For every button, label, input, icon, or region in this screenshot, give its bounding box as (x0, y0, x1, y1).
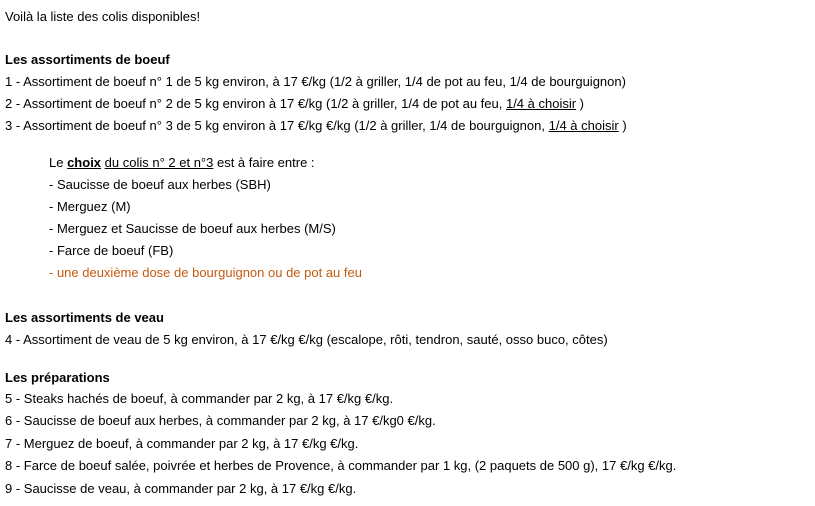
choice-colis: du colis n° 2 et n°3 (104, 155, 214, 170)
prep-item-8: 8 - Farce de boeuf salée, poivrée et herbes de Provence, à commander par 1 kg, (2 paquets de 500 g), 17 €/kg €/kg. (5, 458, 677, 473)
choice-keyword: choix (67, 155, 102, 170)
beef-item-3-choice: 1/4 à choisir (548, 118, 619, 133)
veal-item-4: 4 - Assortiment de veau de 5 kg environ, à 17 €/kg €/kg (escalope, rôti, tendron, sauté, osso buco, côtes) (5, 332, 608, 347)
choice-pre: Le (49, 155, 68, 170)
prep-item-6: 6 - Saucisse de boeuf aux herbes, à commander par 2 kg, à 17 €/kg0 €/kg. (5, 413, 436, 428)
beef-item-2-tail: ) (576, 96, 585, 111)
beef-item-1: 1 - Assortiment de boeuf n° 1 de 5 kg environ, à 17 €/kg (1/2 à griller, 1/4 de pot au feu, 1/4 de bourguignon) (5, 74, 626, 89)
prep-item-7: 7 - Merguez de boeuf, à commander par 2 kg, à 17 €/kg €/kg. (5, 436, 359, 451)
beef-item-2-text: 2 - Assortiment de boeuf n° 2 de 5 kg environ à 17 €/kg (1/2 à griller, 1/4 de pot au feu, (5, 96, 506, 111)
choice-option-5: - une deuxième dose de bourguignon ou de pot au feu (49, 265, 362, 280)
prep-item-5: 5 - Steaks hachés de boeuf, à commander par 2 kg, à 17 €/kg €/kg. (5, 391, 394, 406)
choice-option-1: - Saucisse de boeuf aux herbes (SBH) (49, 177, 271, 192)
choice-option-2: - Merguez (M) (49, 199, 131, 214)
beef-item-3 (5, 118, 627, 134)
intro-text: Voilà la liste des colis disponibles! (5, 9, 201, 24)
choice-post: est à faire entre : (213, 155, 315, 170)
beef-item-3-text: 3 - Assortiment de boeuf n° 3 de 5 kg environ à 17 €/kg €/kg (1/2 à griller, 1/4 de bourguignon, (5, 118, 549, 133)
choice-intro (49, 155, 315, 171)
choice-option-3: - Merguez et Saucisse de boeuf aux herbes (M/S) (49, 221, 336, 236)
beef-item-3-tail: ) (618, 118, 627, 133)
prep-heading: Les préparations (5, 370, 110, 385)
veal-heading: Les assortiments de veau (5, 310, 164, 325)
beef-heading: Les assortiments de boeuf (5, 52, 170, 67)
prep-item-9: 9 - Saucisse de veau, à commander par 2 kg, à 17 €/kg €/kg. (5, 481, 357, 496)
beef-item-2 (5, 96, 584, 112)
choice-option-4: - Farce de boeuf (FB) (49, 243, 174, 258)
beef-item-2-choice: 1/4 à choisir (505, 96, 577, 111)
